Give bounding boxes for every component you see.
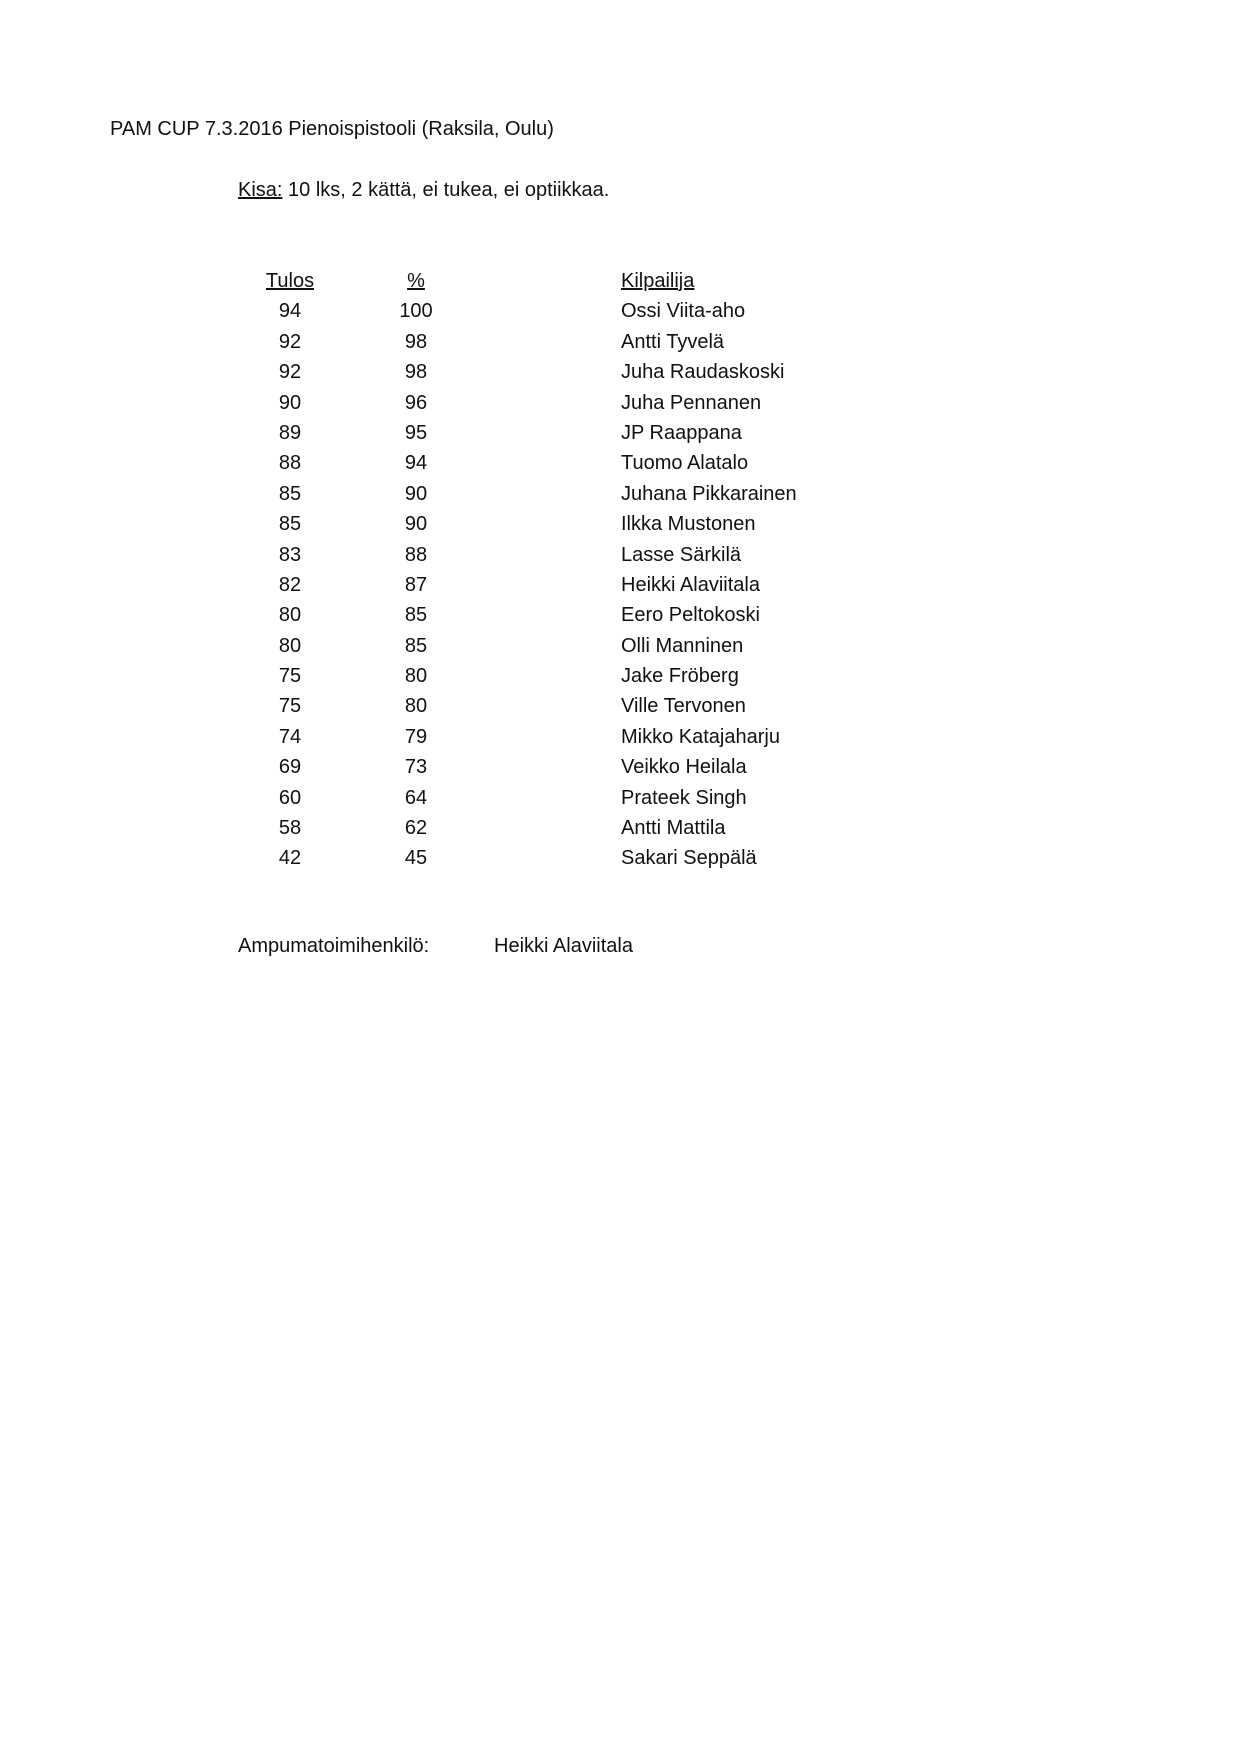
competition-description — [238, 177, 609, 203]
percent-cell: 62 — [404, 817, 428, 840]
score-cell: 92 — [278, 330, 302, 353]
competitor-cell: Olli Manninen — [621, 634, 744, 657]
score-cell: 42 — [278, 847, 302, 870]
table-header-row — [240, 266, 860, 296]
percent-cell: 85 — [404, 634, 428, 657]
score-cell: 75 — [278, 695, 302, 718]
percent-cell: 95 — [404, 421, 428, 444]
competitor-cell: Juha Raudaskoski — [621, 361, 785, 384]
score-cell: 75 — [278, 665, 302, 688]
score-cell: 89 — [278, 421, 302, 444]
score-cell: 80 — [278, 604, 302, 627]
table-row — [240, 600, 860, 630]
percent-cell: 73 — [404, 756, 428, 779]
percent-cell: 80 — [404, 665, 428, 688]
percent-cell: 96 — [404, 391, 428, 414]
table-row — [240, 813, 860, 843]
competitor-cell: Ossi Viita-aho — [621, 300, 746, 323]
table-row — [240, 418, 860, 448]
competitor-cell: JP Raappana — [621, 421, 742, 444]
table-row — [240, 327, 860, 357]
officer-label: Ampumatoimihenkilö: — [238, 935, 430, 957]
percent-cell: 45 — [404, 847, 428, 870]
score-cell: 85 — [278, 513, 302, 536]
percent-cell: 79 — [404, 725, 428, 748]
competitor-cell: Antti Tyvelä — [621, 330, 725, 353]
table-row — [240, 661, 860, 691]
header-competitor: Kilpailija — [621, 270, 695, 292]
table-row — [240, 752, 860, 782]
competitor-cell: Juhana Pikkarainen — [621, 482, 797, 505]
percent-cell: 80 — [404, 695, 428, 718]
officer-name: Heikki Alaviitala — [494, 935, 633, 957]
table-row — [240, 479, 860, 509]
competition-text: 10 lks, 2 kättä, ei tukea, ei optiikkaa. — [288, 179, 610, 201]
competitor-cell: Eero Peltokoski — [621, 604, 760, 627]
competitor-cell: Sakari Seppälä — [621, 847, 757, 870]
results-rows — [240, 296, 860, 873]
competitor-cell: Heikki Alaviitala — [621, 573, 760, 596]
percent-cell: 98 — [404, 361, 428, 384]
table-row — [240, 388, 860, 418]
score-cell: 69 — [278, 756, 302, 779]
table-row — [240, 296, 860, 326]
header-score: Tulos — [265, 270, 315, 292]
table-row — [240, 357, 860, 387]
percent-cell: 87 — [404, 573, 428, 596]
competitor-cell: Mikko Katajaharju — [621, 725, 780, 748]
score-cell: 94 — [278, 300, 302, 323]
competitor-cell: Lasse Särkilä — [621, 543, 742, 566]
competitor-cell: Ilkka Mustonen — [621, 513, 756, 536]
table-row — [240, 540, 860, 570]
percent-cell: 90 — [404, 513, 428, 536]
competition-label: Kisa: — [238, 179, 283, 201]
score-cell: 60 — [278, 786, 302, 809]
score-cell: 58 — [278, 817, 302, 840]
competitor-cell: Juha Pennanen — [621, 391, 762, 414]
score-cell: 88 — [278, 452, 302, 475]
percent-cell: 88 — [404, 543, 428, 566]
percent-cell: 64 — [404, 786, 428, 809]
competitor-cell: Tuomo Alatalo — [621, 452, 749, 475]
table-row — [240, 691, 860, 721]
percent-cell: 98 — [404, 330, 428, 353]
competitor-cell: Prateek Singh — [621, 786, 747, 809]
score-cell: 74 — [278, 725, 302, 748]
score-cell: 90 — [278, 391, 302, 414]
table-row — [240, 570, 860, 600]
score-cell: 85 — [278, 482, 302, 505]
table-row — [240, 509, 860, 539]
table-row — [240, 783, 860, 813]
competitor-cell: Antti Mattila — [621, 817, 726, 840]
score-cell: 82 — [278, 573, 302, 596]
percent-cell: 94 — [404, 452, 428, 475]
competitor-cell: Jake Fröberg — [621, 665, 739, 688]
page-title: PAM CUP 7.3.2016 Pienoispistooli (Raksila, Oulu) — [110, 118, 554, 140]
results-table — [240, 266, 860, 874]
score-cell: 92 — [278, 361, 302, 384]
competitor-cell: Veikko Heilala — [621, 756, 747, 779]
table-row — [240, 843, 860, 873]
score-cell: 83 — [278, 543, 302, 566]
competitor-cell: Ville Tervonen — [621, 695, 746, 718]
percent-cell: 85 — [404, 604, 428, 627]
header-percent: % — [407, 270, 425, 292]
percent-cell: 90 — [404, 482, 428, 505]
score-cell: 80 — [278, 634, 302, 657]
table-row — [240, 722, 860, 752]
percent-cell: 100 — [399, 300, 433, 323]
table-row — [240, 448, 860, 478]
table-row — [240, 631, 860, 661]
